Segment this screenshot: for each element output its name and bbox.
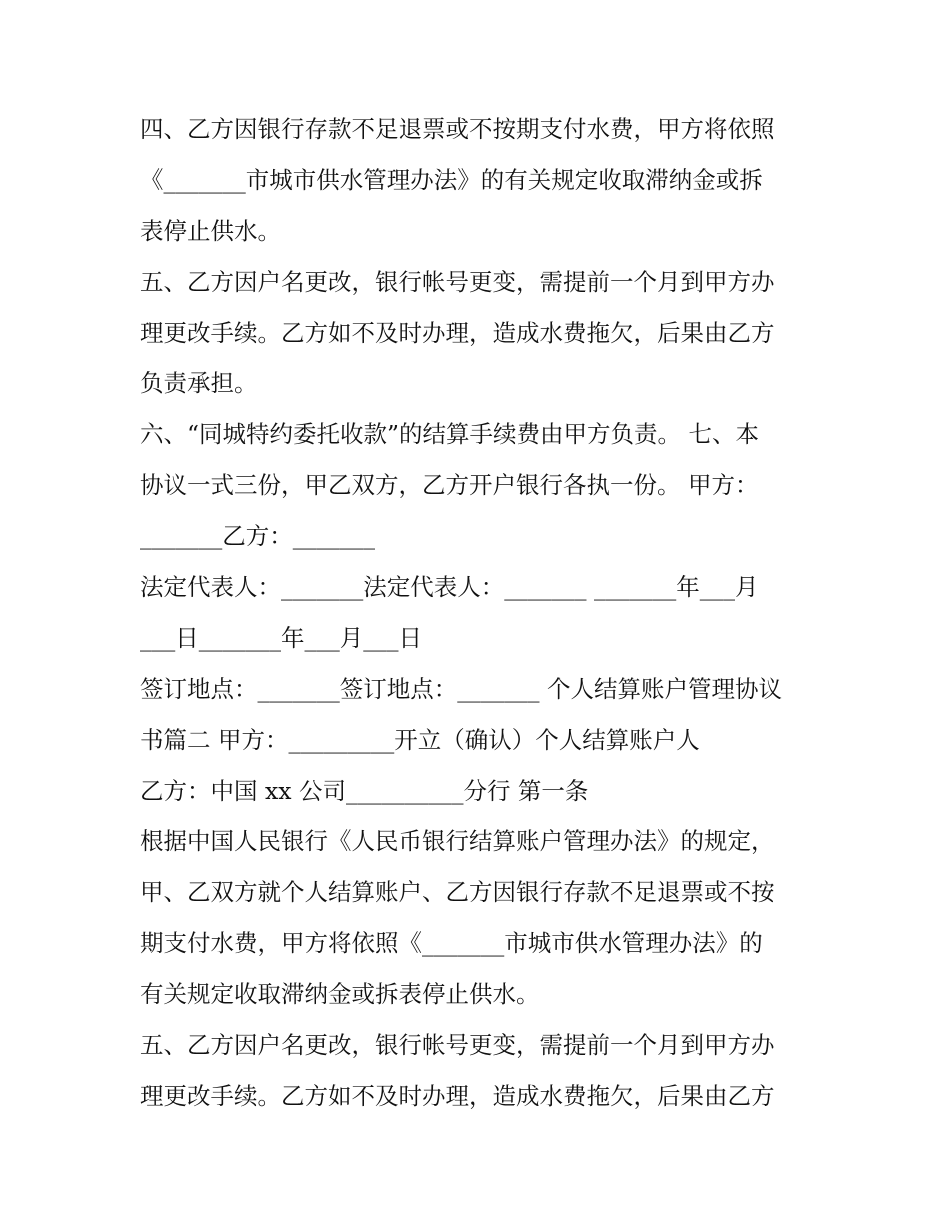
text-line-11: ___日_______年___月___日 [140,623,422,652]
text-line-12: 签订地点：_______签订地点：_______ 个人结算账户管理协议 [140,674,782,703]
text-line-16: 甲、乙双方就个人结算账户、乙方因银行存款不足退票或不按 [140,878,775,907]
text-line-14: 乙方：中国 xx 公司__________分行 第一条 [140,776,589,805]
text-line-20: 理更改手续。乙方如不及时办理，造成水费拖欠，后果由乙方 [140,1081,775,1110]
agreement-text [140,104,830,1122]
text-line-2: 《_______市城市供水管理办法》的有关规定收取滞纳金或拆 [140,165,763,194]
text-line-1: 四、乙方因银行存款不足退票或不按期支付水费，甲方将依照 [140,115,775,143]
text-line-19: 五、乙方因户名更改，银行帐号更变，需提前一个月到甲方办 [140,1031,775,1060]
text-line-9: _______乙方：_______ [140,522,375,551]
text-line-7: 六、“同城特约委托收款”的结算手续费由甲方负责。 七、本 [140,420,759,449]
text-line-18: 有关规定收取滞纳金或拆表停止供水。 [140,980,540,1009]
text-line-6: 负责承担。 [140,369,258,398]
text-line-4: 五、乙方因户名更改，银行帐号更变，需提前一个月到甲方办 [140,267,775,296]
text-line-10: 法定代表人：_______法定代表人：_______ _______年___月 [140,573,759,602]
text-line-17: 期支付水费，甲方将依照《_______市城市供水管理办法》的 [140,929,763,958]
text-line-8: 协议一式三份，甲乙双方，乙方开户银行各执一份。 甲方： [140,471,759,500]
text-line-13: 书篇二 甲方：_________开立（确认）个人结算账户人 [140,725,700,754]
text-line-15: 根据中国人民银行《人民币银行结算账户管理办法》的规定， [140,827,775,856]
text-line-5: 理更改手续。乙方如不及时办理，造成水费拖欠，后果由乙方 [140,318,775,347]
text-line-3: 表停止供水。 [140,216,281,245]
